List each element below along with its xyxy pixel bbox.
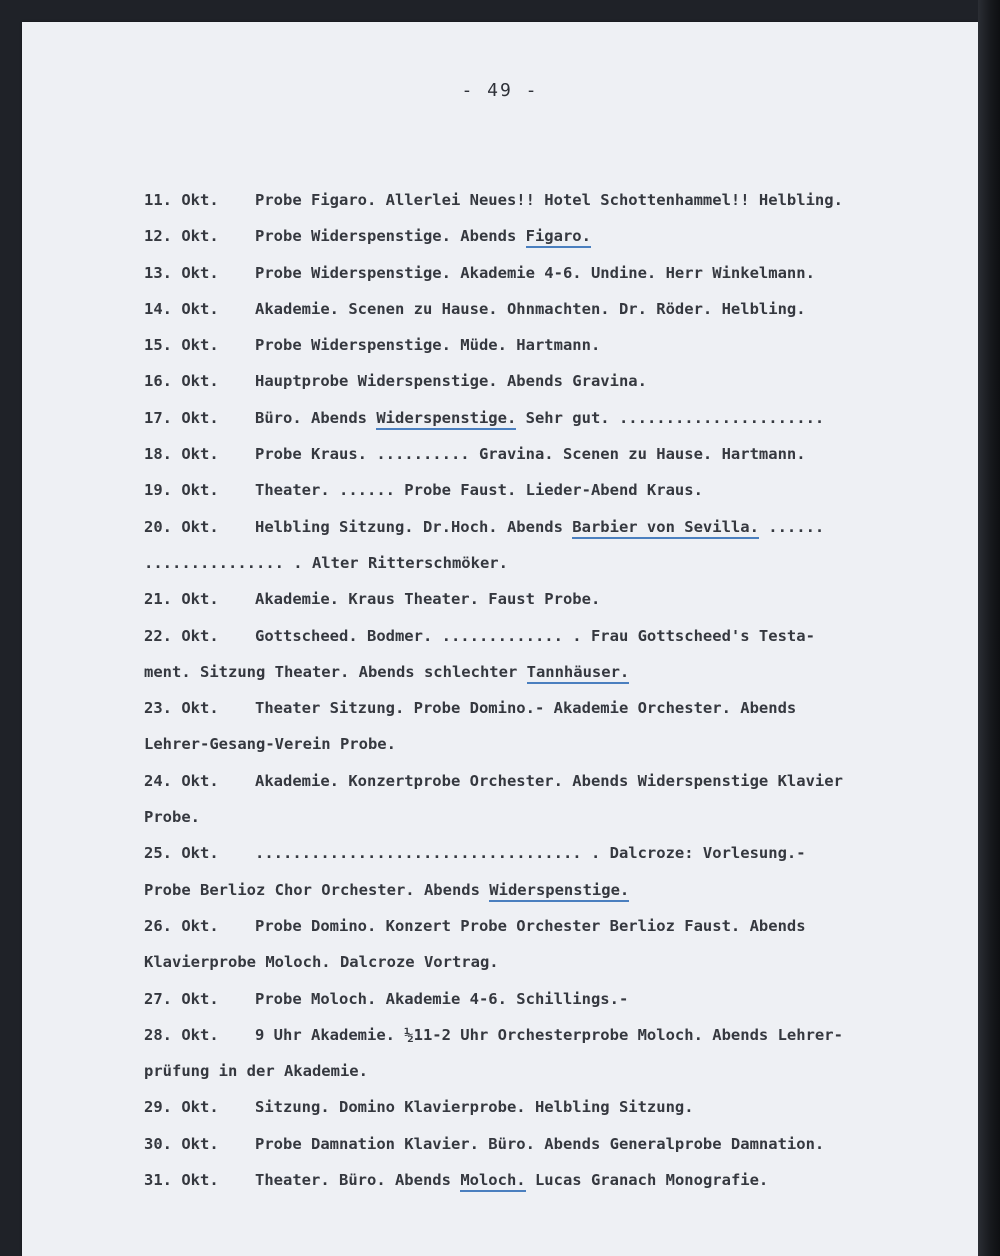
entry-date: 12. Okt. xyxy=(144,227,219,246)
entry-text: ...... xyxy=(758,517,825,536)
entry-text: Probe. xyxy=(144,808,200,827)
entry-text: Probe Widerspenstige. Müde. Hartmann. xyxy=(255,336,601,355)
page-number: - 49 - xyxy=(461,80,539,101)
entry-date: 16. Okt. xyxy=(144,372,219,391)
entry-text: Helbling Sitzung. Dr.Hoch. Abends xyxy=(255,517,573,536)
entry-date: 14. Okt. xyxy=(144,299,219,318)
entry-text: Gottscheed. Bodmer. ............. . Frau Gottscheed's Testa- xyxy=(255,626,815,645)
diary-line xyxy=(144,255,964,291)
underlined-text: Widerspenstige. xyxy=(489,881,629,902)
diary-line xyxy=(144,872,964,908)
entry-date: 18. Okt. xyxy=(144,445,219,464)
entry-text: Probe Widerspenstige. Abends xyxy=(255,227,526,246)
diary-line xyxy=(144,654,964,690)
diary-line xyxy=(144,291,964,327)
diary-line xyxy=(144,618,964,654)
entry-text: Theater. Büro. Abends xyxy=(255,1171,461,1190)
entry-date: 21. Okt. xyxy=(144,590,219,609)
entry-text: Probe Widerspenstige. Akademie 4-6. Undine. Herr Winkelmann. xyxy=(255,263,815,282)
diary-line xyxy=(144,726,964,762)
entry-date: 24. Okt. xyxy=(144,771,219,790)
diary-line xyxy=(144,327,964,363)
entry-text: Akademie. Kraus Theater. Faust Probe. xyxy=(255,590,601,609)
entry-date: 23. Okt. xyxy=(144,699,219,718)
entry-date: 28. Okt. xyxy=(144,1025,219,1044)
entry-date: 27. Okt. xyxy=(144,989,219,1008)
diary-line xyxy=(144,218,964,254)
entry-text: 9 Uhr Akademie. ½11-2 Uhr Orchesterprobe Moloch. Abends Lehrer- xyxy=(255,1025,843,1044)
entry-text: Probe Domino. Konzert Probe Orchester Berlioz Faust. Abends xyxy=(255,916,806,935)
entry-text: Theater. ...... Probe Faust. Lieder-Abend Kraus. xyxy=(255,481,703,500)
entry-text: ............... . Alter Ritterschmöker. xyxy=(144,553,508,572)
diary-line xyxy=(144,581,964,617)
entry-date: 26. Okt. xyxy=(144,916,219,935)
entry-text: Probe Moloch. Akademie 4-6. Schillings.- xyxy=(255,989,629,1008)
diary-entries xyxy=(144,182,964,1198)
entry-date: 17. Okt. xyxy=(144,408,219,427)
entry-text: Büro. Abends xyxy=(255,408,377,427)
entry-text: Klavierprobe Moloch. Dalcroze Vortrag. xyxy=(144,953,499,972)
diary-line xyxy=(144,1017,964,1053)
diary-line xyxy=(144,1162,964,1198)
entry-text: Sehr gut. ...................... xyxy=(516,408,825,427)
entry-text: Lucas Granach Monografie. xyxy=(525,1171,769,1190)
diary-line xyxy=(144,690,964,726)
entry-text: Akademie. Scenen zu Hause. Ohnmachten. Dr. Röder. Helbling. xyxy=(255,299,806,318)
underlined-text: Widerspenstige. xyxy=(376,409,516,430)
diary-line xyxy=(144,981,964,1017)
entry-date: 19. Okt. xyxy=(144,481,219,500)
underlined-text: Figaro. xyxy=(526,227,591,248)
diary-line xyxy=(144,509,964,545)
entry-text: Probe Figaro. Allerlei Neues!! Hotel Schottenhammel!! Helbling. xyxy=(255,191,843,209)
entry-text: Sitzung. Domino Klavierprobe. Helbling Sitzung. xyxy=(255,1098,694,1117)
entry-text: Lehrer-Gesang-Verein Probe. xyxy=(144,735,396,754)
entry-date: 29. Okt. xyxy=(144,1098,219,1117)
diary-line xyxy=(144,182,964,218)
entry-text: Probe Damnation Klavier. Büro. Abends Generalprobe Damnation. xyxy=(255,1134,825,1153)
underlined-text: Moloch. xyxy=(460,1171,525,1192)
diary-line xyxy=(144,835,964,871)
entry-text: prüfung in der Akademie. xyxy=(144,1062,368,1081)
diary-line xyxy=(144,1126,964,1162)
entry-text: Akademie. Konzertprobe Orchester. Abends Widerspenstige Klavier xyxy=(255,771,843,790)
underlined-text: Barbier von Sevilla. xyxy=(572,518,759,539)
entry-date: 22. Okt. xyxy=(144,626,219,645)
entry-text: ment. Sitzung Theater. Abends schlechter xyxy=(144,662,527,681)
entry-date: 20. Okt. xyxy=(144,517,219,536)
diary-line xyxy=(144,799,964,835)
diary-line xyxy=(144,400,964,436)
entry-date: 15. Okt. xyxy=(144,336,219,355)
diary-line xyxy=(144,545,964,581)
diary-line xyxy=(144,1089,964,1125)
diary-line xyxy=(144,472,964,508)
underlined-text: Tannhäuser. xyxy=(527,663,630,684)
entry-text: ................................... . Dalcroze: Vorlesung.- xyxy=(255,844,806,863)
entry-date: 25. Okt. xyxy=(144,844,219,863)
entry-date: 31. Okt. xyxy=(144,1171,219,1190)
page-edge xyxy=(978,0,1000,1256)
diary-line xyxy=(144,763,964,799)
diary-line xyxy=(144,363,964,399)
entry-date: 30. Okt. xyxy=(144,1134,219,1153)
diary-line xyxy=(144,1053,964,1089)
entry-text: Probe Kraus. .......... Gravina. Scenen zu Hause. Hartmann. xyxy=(255,445,806,464)
entry-text: Theater Sitzung. Probe Domino.- Akademie Orchester. Abends xyxy=(255,699,797,718)
diary-line xyxy=(144,436,964,472)
entry-text: Probe Berlioz Chor Orchester. Abends xyxy=(144,880,490,899)
diary-line xyxy=(144,944,964,980)
diary-line xyxy=(144,908,964,944)
entry-date: 13. Okt. xyxy=(144,263,219,282)
entry-text: Hauptprobe Widerspenstige. Abends Gravina. xyxy=(255,372,647,391)
entry-date: 11. Okt. xyxy=(144,191,219,209)
